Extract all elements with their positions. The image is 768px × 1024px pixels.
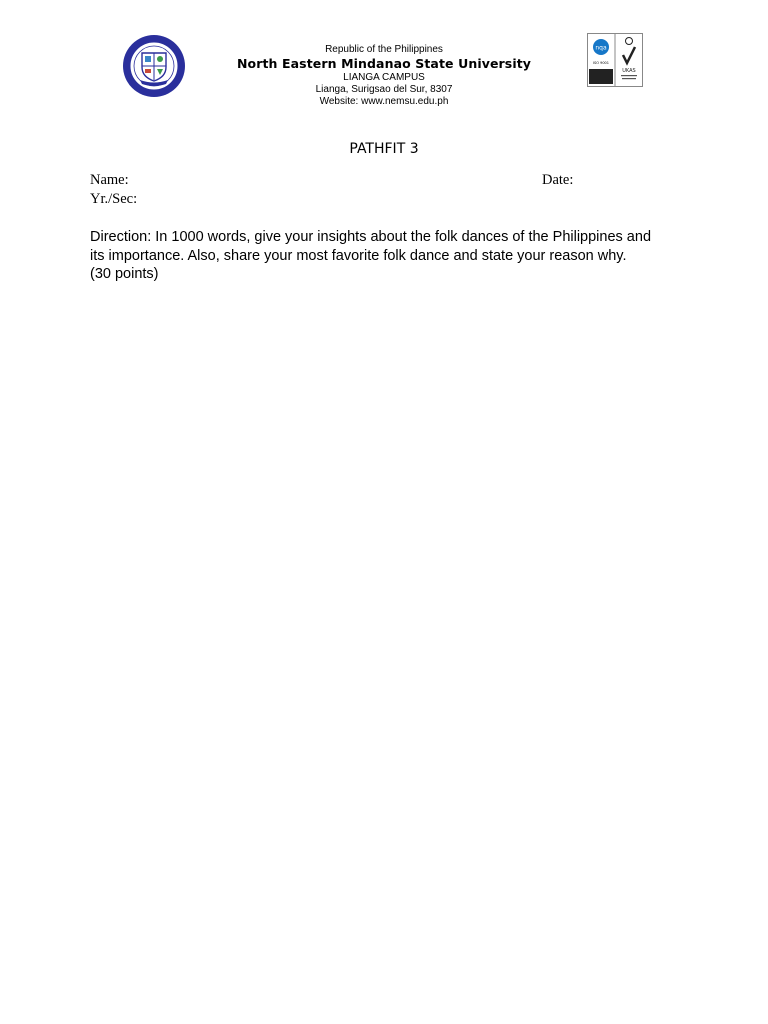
- direction-line-2: its importance. Also, share your most favorite folk dance and state your reason why.: [90, 247, 627, 264]
- address-text: Lianga, Surigsao del Sur, 8307: [315, 84, 453, 95]
- cert-left-label: ISO 9001: [592, 61, 610, 65]
- campus-text: LIANGA CAMPUS: [343, 72, 425, 83]
- yr-sec-label: Yr./Sec:: [90, 191, 138, 207]
- document-title: PATHFIT 3: [349, 141, 419, 157]
- direction-line-1: Direction: In 1000 words, give your insights about the folk dances of the Philippines and: [90, 229, 652, 245]
- cert-right-label: UKAS: [622, 68, 636, 74]
- direction-line-3: (30 points): [90, 266, 159, 282]
- certification-logo: [587, 33, 643, 87]
- republic-text: Republic of the Philippines: [325, 44, 443, 55]
- letterhead: [220, 44, 548, 108]
- name-label: Name:: [90, 172, 129, 188]
- website-text: Website: www.nemsu.edu.ph: [319, 96, 449, 107]
- svg-text:nqa: nqa: [595, 44, 607, 52]
- university-name: North Eastern Mindanao State University: [236, 56, 532, 71]
- university-seal-logo: [122, 33, 186, 99]
- date-label: Date:: [542, 172, 574, 188]
- direction-paragraph: [90, 228, 690, 284]
